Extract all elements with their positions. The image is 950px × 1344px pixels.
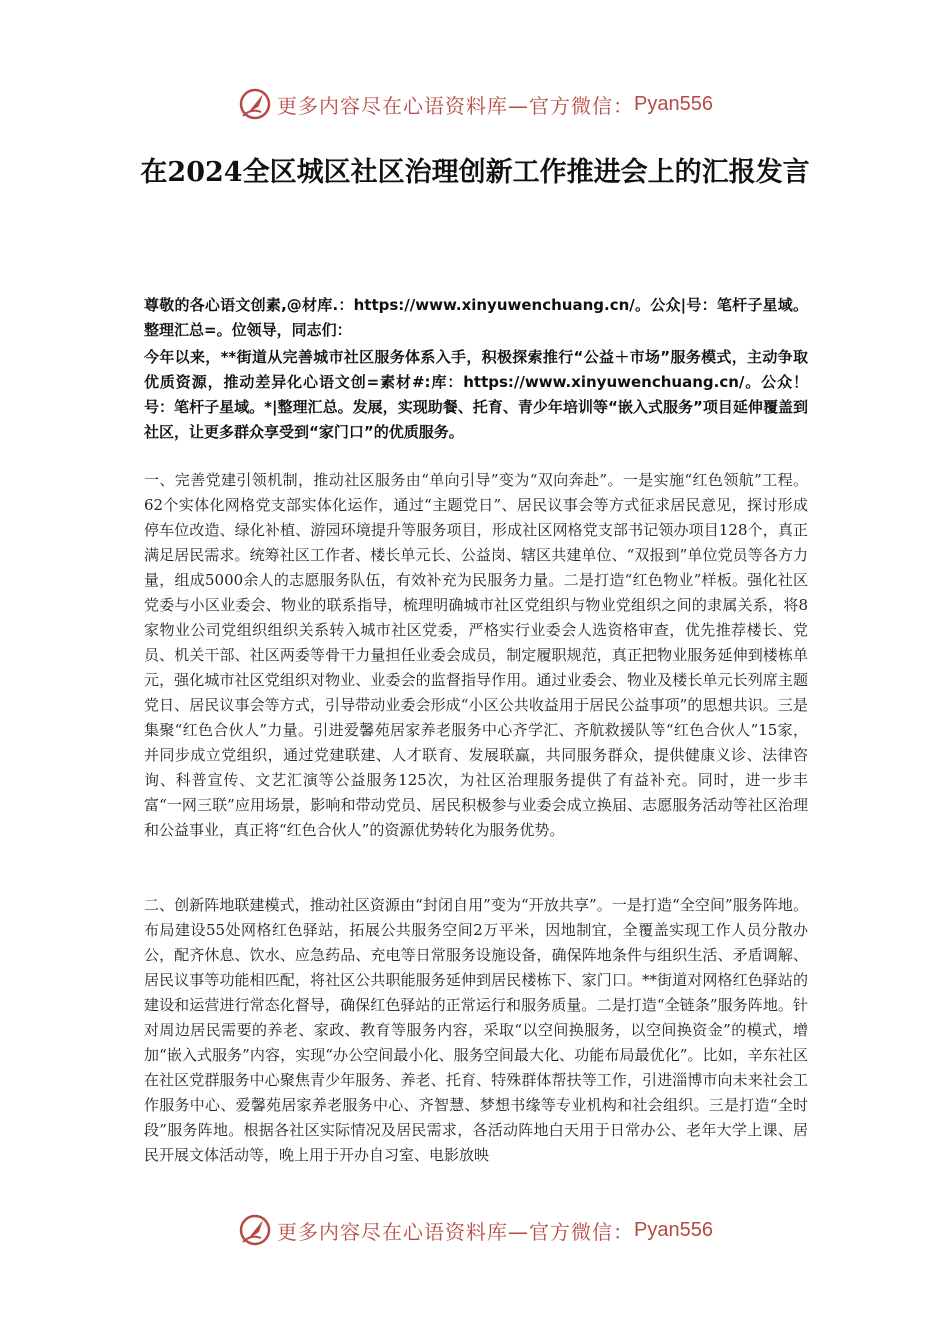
section-two-paragraph: 二、创新阵地联建模式，推动社区资源由“封闭自用”变为“开放共享”。一是打造“全空间”服务阵地。布局建设55处网格红色驿站，拓展公共服务空间2万平米，因地制宜，全覆盖实现工作人员分散办公，配齐休息、饮水、应急药品、充电等日常服务设施设备，确保阵地条件与组织生活、矛盾调解、居民议事等功能相匹配，将社区公共职能服务延伸到居民楼栋下、家门口。**街道对网格红色驿站的建设和运营进行常态化督导，确保红色驿站的正常运行和服务质量。二是打造“全链条”服务阵地。针对周边居民需要的养老、家政、教育等服务内容，采取“以空间换服务，以空间换资金”的模式，增加“嵌入式服务”内容，实现“办公空间最小化、服务空间最大化、功能布局最优化”。比如，辛东社区在社区党群服务中心聚焦青少年服务、养老、托育、特殊群体帮扶等工作，引进淄博市向未来社会工作服务中心、爱馨苑居家养老服务中心、齐智慧、梦想书缘等专业机构和社会组织。三是打造“全时段”服务阵地。根据各社区实际情况及居民需求，各活动阵地白天用于日常办公、老年大学上课、居民开展文体活动等，晚上用于开办自习室、电影放映 [144, 896, 808, 1164]
watermark-text: 更多内容尽在心语资料库—官方微信： [277, 93, 635, 118]
quill-logo-icon [237, 1212, 273, 1248]
document-title: 在2024全区城区社区治理创新工作推进会上的汇报发言 [140, 157, 810, 188]
intro-paragraph: 今年以来，**街道从完善城市社区服务体系入手，积极探索推行“公益＋市场”服务模式，主动争取优质资源，推动差异化心语文创=素材#:库：https://www.xinyuwenchuang.cn/。公众！号：笔杆子星域。*|整理汇总。发展，实现助餐、托育、青少年培训等“嵌入式服务”项目延伸覆盖到社区，让更多群众享受到“家门口”的优质服务。 [144, 348, 808, 441]
watermark-banner-bottom [0, 1210, 950, 1250]
watermark-wechat-id: Pyan556 [634, 1218, 713, 1241]
salutation-paragraph: 尊敬的各心语文创素,@材库.：https://www.xinyuwenchuang.cn/。公众|号：笔杆子星域。整理汇总=。位领导，同志们： [144, 296, 808, 339]
watermark-banner-top [0, 84, 950, 124]
section-one-paragraph: 一、完善党建引领机制，推动社区服务由“单向引导”变为“双向奔赴”。一是实施“红色领航”工程。62个实体化网格党支部实体化运作，通过“主题党日”、居民议事会等方式征求居民意见，探讨形成停车位改造、绿化补植、游园环境提升等服务项目，形成社区网格党支部书记领办项目128个，真正满足居民需求。统筹社区工作者、楼长单元长、公益岗、辖区共建单位、“双报到”单位党员等各方力量，组成5000余人的志愿服务队伍，有效补充为民服务力量。二是打造“红色物业”样板。强化社区党委与小区业委会、物业的联系指导，梳理明确城市社区党组织与物业党组织之间的隶属关系，将8家物业公司党组织组织关系转入城市社区党委，严格实行业委会人选资格审查，优先推荐楼长、党员、机关干部、社区两委等骨干力量担任业委会成员，制定履职规范，真正把物业服务延伸到楼栋单元，强化城市社区党组织对物业、业委会的监督指导作用。通过业委会、物业及楼长单元长列席主题党日、居民议事会等方式，引导带动业委会形成“小区公共收益用于居民公益事项”的思想共识。三是集聚“红色合伙人”力量。引进爱馨苑居家养老服务中心齐学汇、齐航救援队等“红色合伙人”15家，并同步成立党组织，通过党建联建、人才联育、发展联赢，共同服务群众，提供健康义诊、法律咨询、科普宣传、文艺汇演等公益服务125次，为社区治理服务提供了有益补充。同时，进一步丰富“一网三联”应用场景，影响和带动党员、居民积极参与业委会成立换届、志愿服务活动等社区治理和公益事业，真正将“红色合伙人”的资源优势转化为服务优势。 [144, 471, 808, 839]
quill-logo-icon [237, 86, 273, 122]
watermark-wechat-id: Pyan556 [634, 92, 713, 115]
watermark-text: 更多内容尽在心语资料库—官方微信： [277, 1219, 635, 1244]
